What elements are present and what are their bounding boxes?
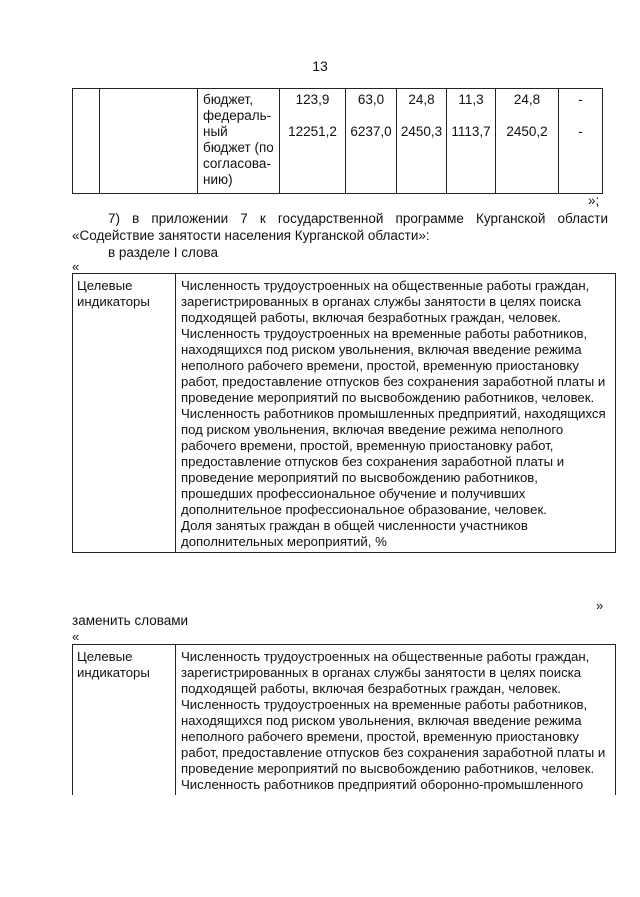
indicators-text-cell: [176, 274, 616, 553]
close-quote: »: [596, 598, 604, 613]
value: 2450,2: [506, 124, 548, 139]
budget-label-cell: [198, 89, 280, 194]
value: 24,8: [513, 92, 541, 107]
value-cell: [280, 89, 346, 194]
value: 11,3: [458, 92, 484, 107]
indicator-text: Численность трудоустроенных на временные работы работников, находящихся под риском увольнения, включая введение режима неполного рабочего времени, простой, временную приостановку работ, предоставление отпусков без сохранения заработной платы и проведение мероприятий по высвобождению работников, человек.: [181, 697, 606, 776]
close-quote: »;: [588, 193, 600, 208]
value: 63,0: [357, 92, 385, 107]
table-row: [73, 645, 616, 796]
open-quote: «: [72, 259, 80, 274]
value: -: [578, 124, 583, 139]
label-line: бюджет (по: [203, 140, 274, 155]
empty-cell: [100, 89, 198, 194]
value-cell: [447, 89, 496, 194]
indicator-text: Численность трудоустроенных на общественные работы граждан, зарегистрированных в органах службы занятости в целях поиска подходящей работы, включая безработных граждан, человек.: [181, 649, 590, 696]
budget-table-row: [73, 89, 603, 194]
replace-text: заменить словами: [72, 613, 189, 628]
indicator-text: Доля занятых граждан в общей численности участников дополнительных мероприятий, %: [181, 518, 528, 549]
value: 24,8: [408, 92, 435, 107]
page-number: 13: [312, 58, 328, 74]
indicator-text: Численность работников промышленных предприятий, находящихся под риском увольнения, включая введение режима неполного рабочего времени, простой, временную приостановку работ, предоставление отпусков без сохранения заработной платы и проведение мероприятий по высвобождению работников, прошедших профессиональное обучение и получивших дополнительное профессиональное образование, человек.: [181, 406, 606, 517]
indicators-text-cell: [176, 645, 616, 796]
value-cell: [496, 89, 559, 194]
indicator-text: Численность трудоустроенных на общественные работы граждан, зарегистрированных в органах службы занятости в целях поиска подходящей работы, включая безработных граждан, человек.: [181, 278, 590, 325]
label-line: согласова-: [203, 156, 271, 171]
label-line: бюджет,: [203, 92, 253, 107]
label-line: федераль-: [203, 108, 272, 123]
value: 123,9: [295, 92, 330, 107]
indicators-table-new: [72, 644, 616, 795]
indicators-label-cell: Целевые индикаторы: [73, 645, 176, 796]
value: -: [578, 92, 583, 107]
value: 1113,7: [451, 124, 491, 139]
value: 6237,0: [350, 124, 392, 139]
label-line: нию): [203, 172, 233, 187]
value-cell: [346, 89, 397, 194]
indicator-text: Численность трудоустроенных на временные работы работников, находящихся под риском увольнения, включая введение режима неполного рабочего времени, простой, временную приостановку работ, предоставление отпусков без сохранения заработной платы и проведение мероприятий по высвобождению работников, человек.: [181, 326, 606, 405]
section-text: в разделе I слова: [108, 245, 219, 260]
table-row: [73, 274, 616, 553]
indicators-label-cell: Целевые индикаторы: [73, 274, 176, 553]
item-7-paragraph: 7) в приложении 7 к государственной программе Курганской области «Содействие занятости населения Курганской области»:: [72, 211, 608, 243]
value-cell: [559, 89, 603, 194]
label-line: ный: [203, 124, 228, 139]
value: 12251,2: [288, 124, 337, 139]
value: 2450,3: [400, 124, 443, 139]
empty-cell: [73, 89, 100, 194]
open-quote: «: [72, 629, 80, 644]
indicator-text: Численность работников предприятий оборонно-промышленного: [181, 777, 584, 792]
budget-table: [72, 88, 603, 194]
indicators-table-old: [72, 273, 616, 553]
value-cell: [397, 89, 447, 194]
